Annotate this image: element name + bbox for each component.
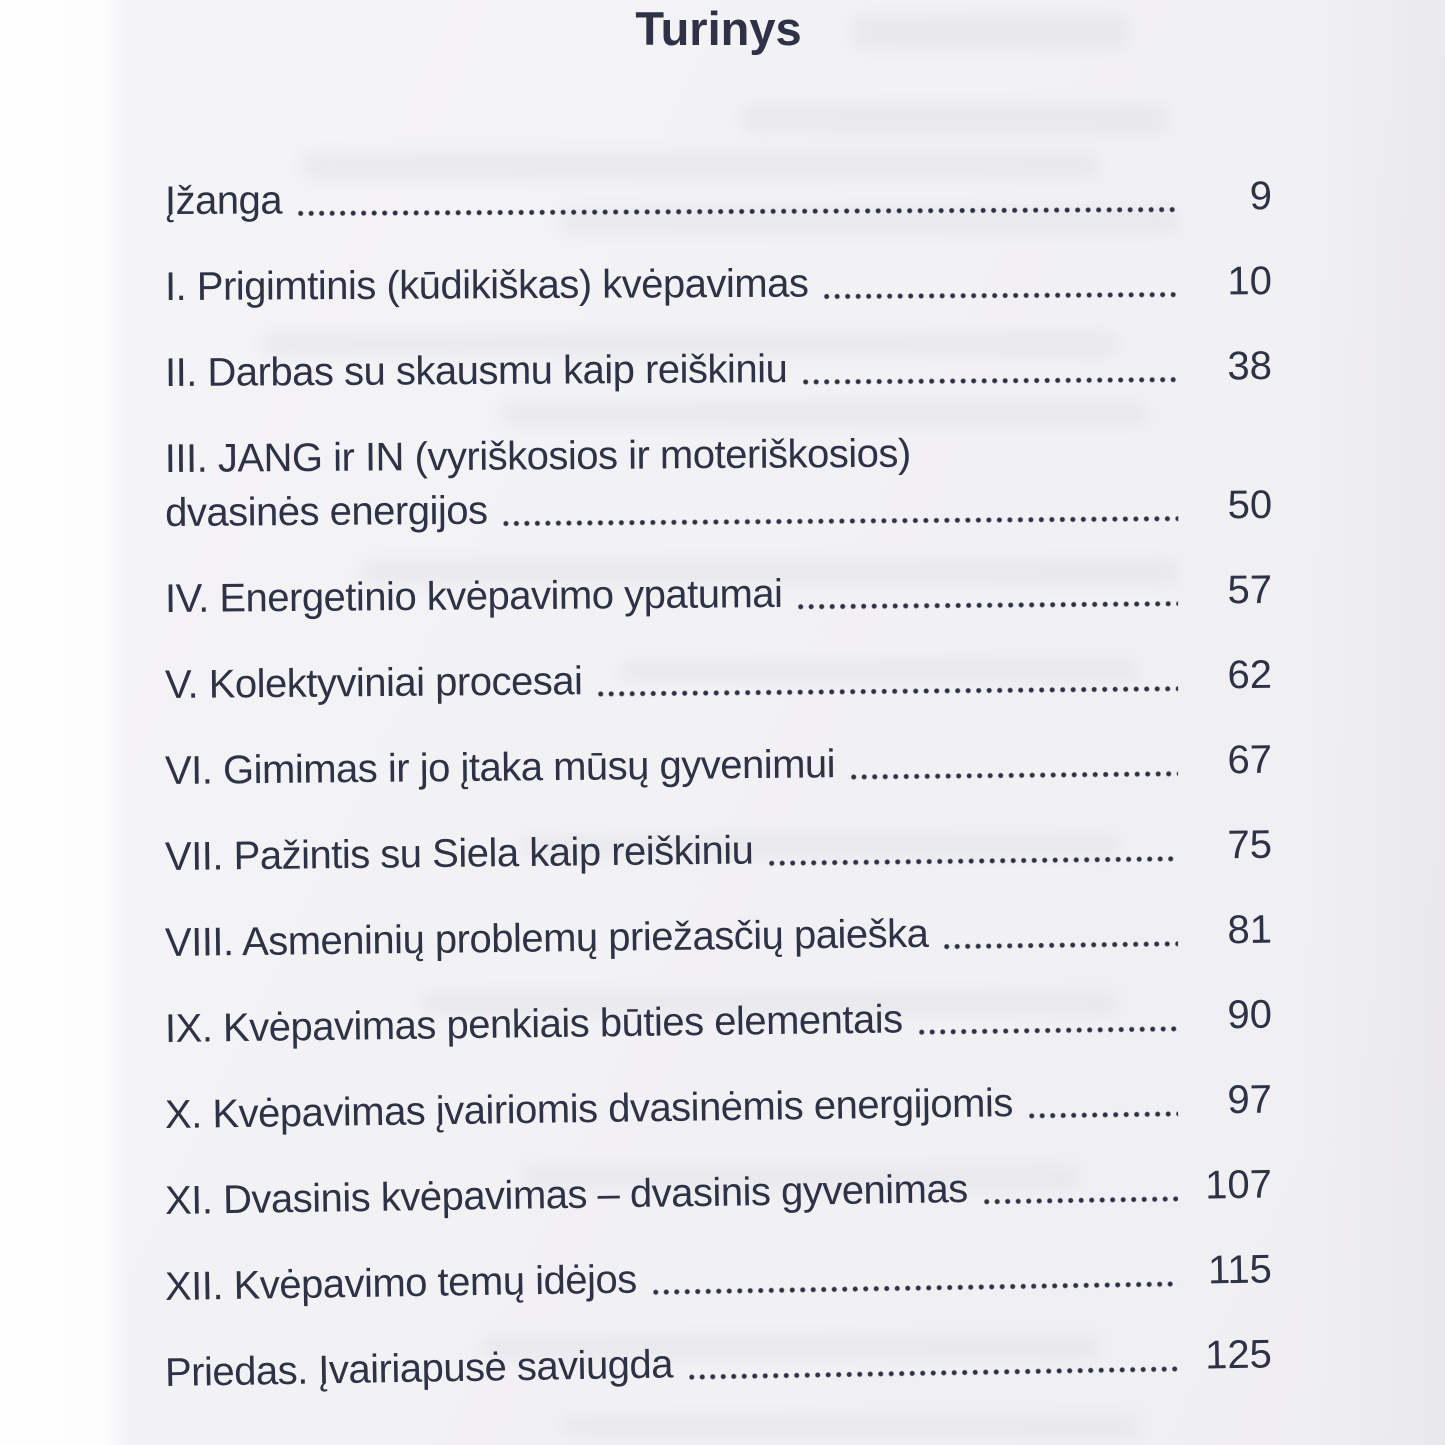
toc-entry-label: I. Prigimtinis (kūdikiškas) kvėpavimas	[164, 261, 809, 309]
dot-leader	[798, 601, 1178, 610]
paper-shadow	[1305, 0, 1445, 1445]
toc-entry-page: 9	[1249, 174, 1273, 219]
toc-entry-label: V. Kolektyviniai procesai	[164, 659, 583, 707]
toc-entry	[165, 254, 1272, 314]
toc-entry-label: VII. Pažintis su Siela kaip reiškiniu	[164, 828, 754, 879]
dot-leader	[984, 1196, 1178, 1205]
toc-entry-page: 81	[1227, 907, 1273, 953]
toc-entry-page: 50	[1227, 482, 1273, 528]
toc-entry	[165, 424, 1273, 540]
toc-entry	[165, 169, 1272, 228]
dot-leader	[770, 856, 1179, 867]
dot-leader	[851, 771, 1178, 780]
dot-leader	[1029, 1111, 1178, 1119]
toc-entry	[165, 988, 1273, 1056]
toc-entry-page: 57	[1227, 567, 1273, 613]
toc-entry	[165, 1073, 1273, 1142]
toc-entry	[165, 648, 1272, 712]
dot-leader	[689, 1366, 1178, 1380]
dot-leader	[598, 686, 1178, 697]
toc-entry	[165, 818, 1273, 884]
toc-entry-page: 115	[1207, 1247, 1273, 1293]
toc-entry-label: X. Kvėpavimas įvairiomis dvasinėmis energijomis	[164, 1081, 1014, 1137]
toc-entry-page: 38	[1227, 344, 1273, 389]
toc-entry-label: III. JANG ir IN (vyriškosios ir moteriškosios)	[164, 431, 911, 482]
dot-leader	[298, 207, 1178, 217]
toc-entry-page: 67	[1227, 737, 1273, 783]
dot-leader	[919, 1026, 1178, 1035]
toc-entry-label: Įžanga	[164, 178, 283, 223]
toc-entry	[165, 339, 1272, 400]
toc-entry-label: XI. Dvasinis kvėpavimas – dvasinis gyvenimas	[164, 1167, 969, 1223]
toc-entry-label: VI. Gimimas ir jo įtaka mūsų gyvenimui	[164, 742, 836, 793]
toc-entry-label: Priedas. Įvairiapusė saviugda	[164, 1342, 674, 1395]
toc-entry-page: 97	[1227, 1077, 1273, 1123]
toc-page-content	[165, 0, 1272, 1445]
toc-entry-page: 90	[1227, 992, 1273, 1038]
toc-entry-page: 107	[1204, 1162, 1273, 1208]
toc-entry-page: 10	[1227, 259, 1273, 304]
dot-leader	[803, 377, 1178, 385]
dot-leader	[504, 516, 1179, 527]
toc-entry	[165, 903, 1273, 970]
toc-entry-label: VIII. Asmeninių problemų priežasčių paieška	[164, 911, 929, 965]
toc-entry	[165, 1242, 1273, 1314]
toc-entry-label: XII. Kvėpavimo temų idėjos	[164, 1257, 637, 1309]
toc-entry-page: 125	[1204, 1332, 1273, 1378]
toc-entry-page: 75	[1227, 822, 1273, 868]
page-title: Turinys	[635, 2, 802, 55]
toc-entry-label: IX. Kvėpavimas penkiais būties elementais	[164, 997, 903, 1051]
toc-entry-label-continued: dvasinės energijos	[165, 488, 488, 535]
toc-entry-page: 62	[1227, 652, 1273, 698]
toc-list	[165, 174, 1272, 1400]
toc-entry	[165, 1157, 1273, 1228]
toc-entry-label: IV. Energetinio kvėpavimo ypatumai	[164, 571, 783, 621]
dot-leader	[653, 1281, 1178, 1295]
toc-entry	[165, 733, 1272, 798]
toc-entry	[165, 1327, 1273, 1400]
dot-leader	[824, 292, 1178, 300]
toc-entry	[165, 563, 1272, 626]
toc-entry-label: II. Darbas su skausmu kaip reiškiniu	[164, 347, 788, 395]
dot-leader	[944, 941, 1178, 950]
page-edge-strip	[0, 0, 128, 1445]
